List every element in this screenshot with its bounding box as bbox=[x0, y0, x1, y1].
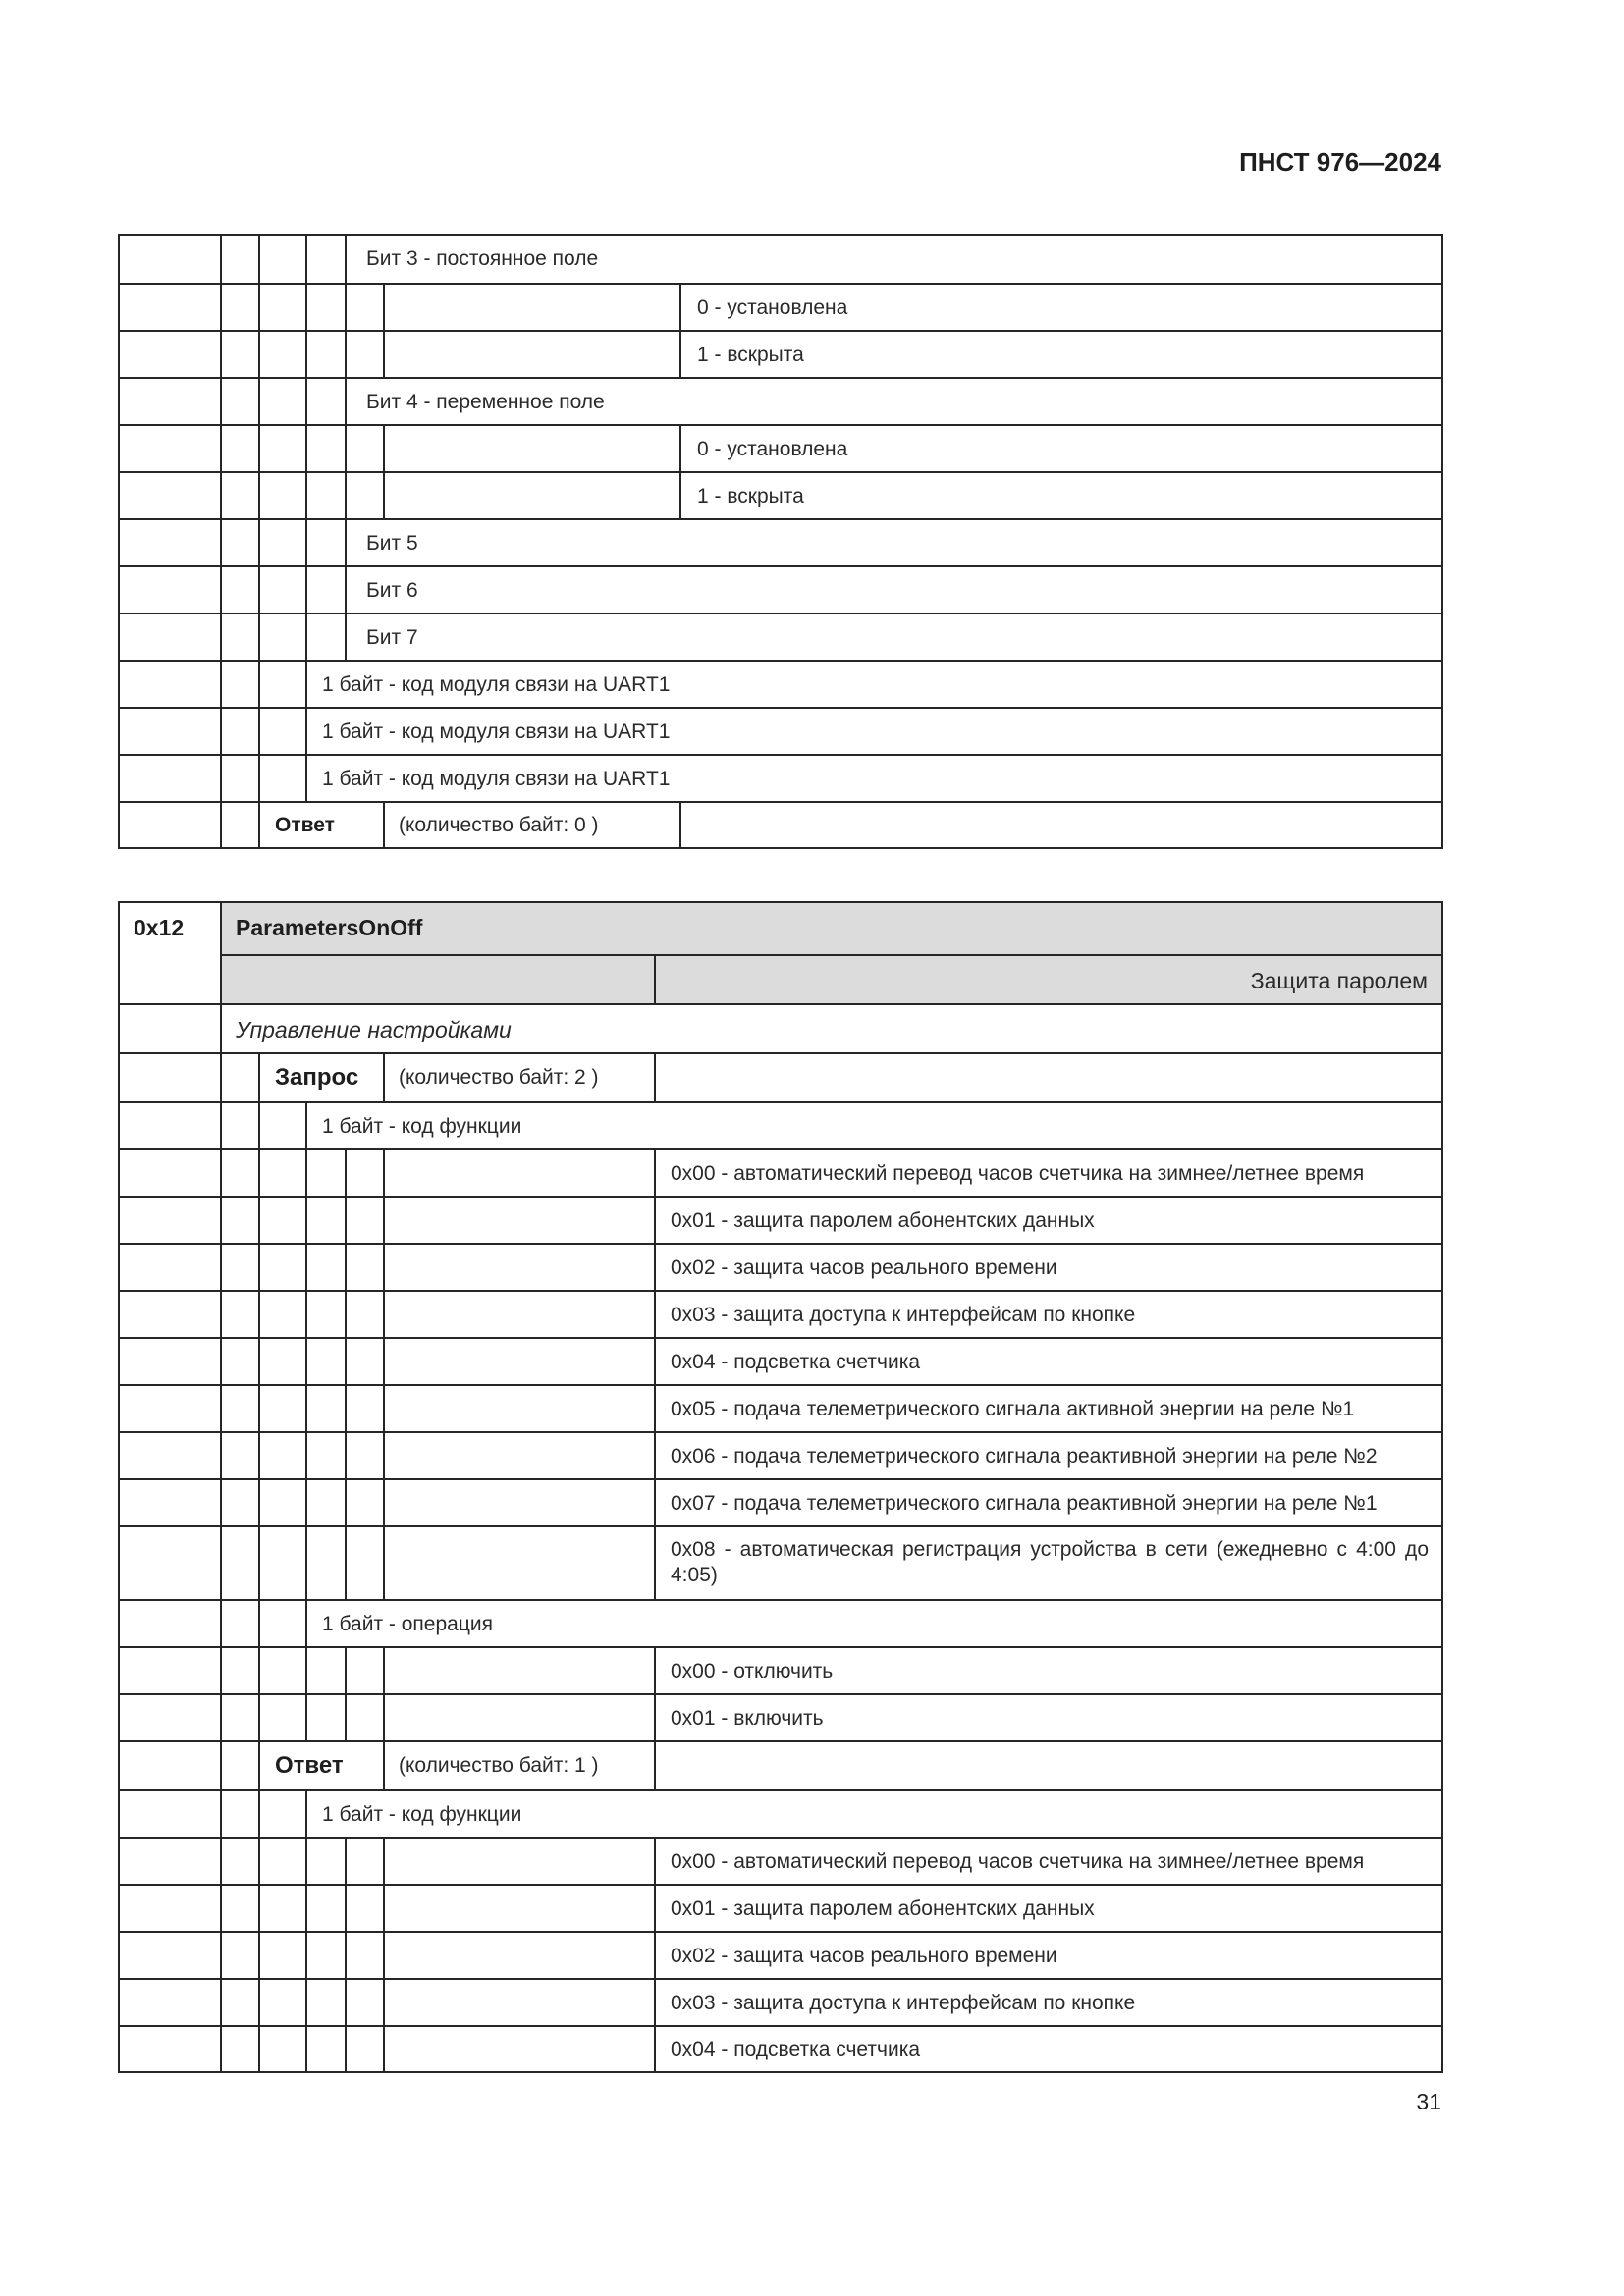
value-description: 0 - установлена bbox=[697, 438, 848, 460]
operation-option: 0x01 - включить bbox=[671, 1707, 824, 1730]
bit-5-label: Бит 5 bbox=[366, 532, 418, 555]
table-row bbox=[120, 330, 1441, 377]
table-row bbox=[120, 377, 1441, 424]
protection-row bbox=[120, 954, 1441, 1003]
table-row bbox=[120, 2025, 1441, 2071]
function-option: 0x02 - защита часов реального времени bbox=[671, 1945, 1057, 1967]
function-option: 0x02 - защита часов реального времени bbox=[671, 1256, 1057, 1279]
request-label: Запрос bbox=[275, 1064, 359, 1091]
parameters-on-off-table bbox=[118, 901, 1443, 2073]
table-row bbox=[120, 1693, 1441, 1740]
response-row bbox=[120, 1740, 1441, 1789]
password-protection-label: Защита паролем bbox=[1250, 968, 1428, 993]
function-option: 0x06 - подача телеметрического сигнала реактивной энергии на реле №2 bbox=[671, 1445, 1378, 1468]
table-row bbox=[120, 613, 1441, 660]
table-row bbox=[120, 1101, 1441, 1148]
function-option: 0x00 - автоматический перевод часов счетчика на зимнее/летнее время bbox=[671, 1850, 1365, 1873]
document-code: ПНСТ 976—2024 bbox=[1239, 147, 1441, 177]
table-row bbox=[120, 1148, 1441, 1196]
value-description: 1 - вскрыта bbox=[697, 344, 804, 366]
table-row bbox=[120, 283, 1441, 330]
bit-7-label: Бит 7 bbox=[366, 626, 418, 649]
table-row bbox=[120, 1478, 1441, 1525]
table-row bbox=[120, 1337, 1441, 1384]
response-label: Ответ bbox=[275, 814, 335, 836]
command-name: ParametersOnOff bbox=[236, 915, 423, 940]
request-row bbox=[120, 1052, 1441, 1101]
table-row bbox=[120, 1884, 1441, 1931]
function-option: 0x01 - защита паролем абонентских данных bbox=[671, 1209, 1095, 1232]
function-option: 0x03 - защита доступа к интерфейсам по кнопке bbox=[671, 1992, 1136, 2014]
response-label: Ответ bbox=[275, 1752, 344, 1779]
byte-description: 1 байт - код модуля связи на UART1 bbox=[322, 721, 671, 743]
table-row bbox=[120, 1525, 1441, 1599]
table-row bbox=[120, 1789, 1441, 1837]
function-option: 0x04 - подсветка счетчика bbox=[671, 1351, 921, 1373]
command-code: 0x12 bbox=[134, 915, 185, 940]
function-option: 0x03 - защита доступа к интерфейсам по кнопке bbox=[671, 1304, 1136, 1326]
value-description: 1 - вскрыта bbox=[697, 485, 804, 507]
function-option: 0x01 - защита паролем абонентских данных bbox=[671, 1897, 1095, 1920]
table-row bbox=[120, 1384, 1441, 1431]
byte-description: 1 байт - код модуля связи на UART1 bbox=[322, 768, 671, 790]
value-description: 0 - установлена bbox=[697, 296, 848, 319]
command-header-row bbox=[120, 903, 1441, 954]
function-option: 0x04 - подсветка счетчика bbox=[671, 2038, 921, 2060]
byte-description: 1 байт - код модуля связи на UART1 bbox=[322, 673, 671, 696]
response-byte-count: (количество байт: 1 ) bbox=[399, 1754, 599, 1777]
description-row bbox=[120, 1003, 1441, 1052]
function-code-label: 1 байт - код функции bbox=[322, 1803, 522, 1826]
table-row bbox=[120, 471, 1441, 518]
bit-field-table bbox=[118, 234, 1443, 849]
bit-6-label: Бит 6 bbox=[366, 579, 418, 602]
table-row bbox=[120, 518, 1441, 565]
table-row bbox=[120, 801, 1441, 847]
table-row bbox=[120, 424, 1441, 471]
bit-4-label: Бит 4 - переменное поле bbox=[366, 391, 605, 413]
table-row bbox=[120, 754, 1441, 801]
function-option: 0x05 - подача телеметрического сигнала активной энергии на реле №1 bbox=[671, 1398, 1355, 1420]
function-option: 0x08 - автоматическая регистрация устройства в сети (ежедневно с 4:00 до 4:05) bbox=[671, 1538, 1429, 1586]
table-row bbox=[120, 1290, 1441, 1337]
command-description: Управление настройками bbox=[236, 1017, 512, 1042]
operation-label: 1 байт - операция bbox=[322, 1613, 493, 1635]
table-row bbox=[120, 1646, 1441, 1693]
table-row bbox=[120, 707, 1441, 754]
table-row bbox=[120, 1978, 1441, 2025]
table-row bbox=[120, 1599, 1441, 1646]
page-number: 31 bbox=[1416, 2089, 1441, 2114]
table-row bbox=[120, 1196, 1441, 1243]
table-row bbox=[120, 236, 1441, 283]
function-option: 0x00 - автоматический перевод часов счетчика на зимнее/летнее время bbox=[671, 1162, 1365, 1185]
function-code-label: 1 байт - код функции bbox=[322, 1115, 522, 1138]
operation-option: 0x00 - отключить bbox=[671, 1660, 834, 1682]
table-row bbox=[120, 1431, 1441, 1478]
table-row bbox=[120, 1837, 1441, 1884]
table-row bbox=[120, 565, 1441, 613]
function-option: 0x07 - подача телеметрического сигнала реактивной энергии на реле №1 bbox=[671, 1492, 1378, 1515]
table-row bbox=[120, 1243, 1441, 1290]
response-byte-count: (количество байт: 0 ) bbox=[399, 814, 599, 836]
table-row bbox=[120, 1931, 1441, 1978]
table-row bbox=[120, 660, 1441, 707]
bit-3-label: Бит 3 - постоянное поле bbox=[366, 247, 599, 270]
request-byte-count: (количество байт: 2 ) bbox=[399, 1066, 599, 1089]
